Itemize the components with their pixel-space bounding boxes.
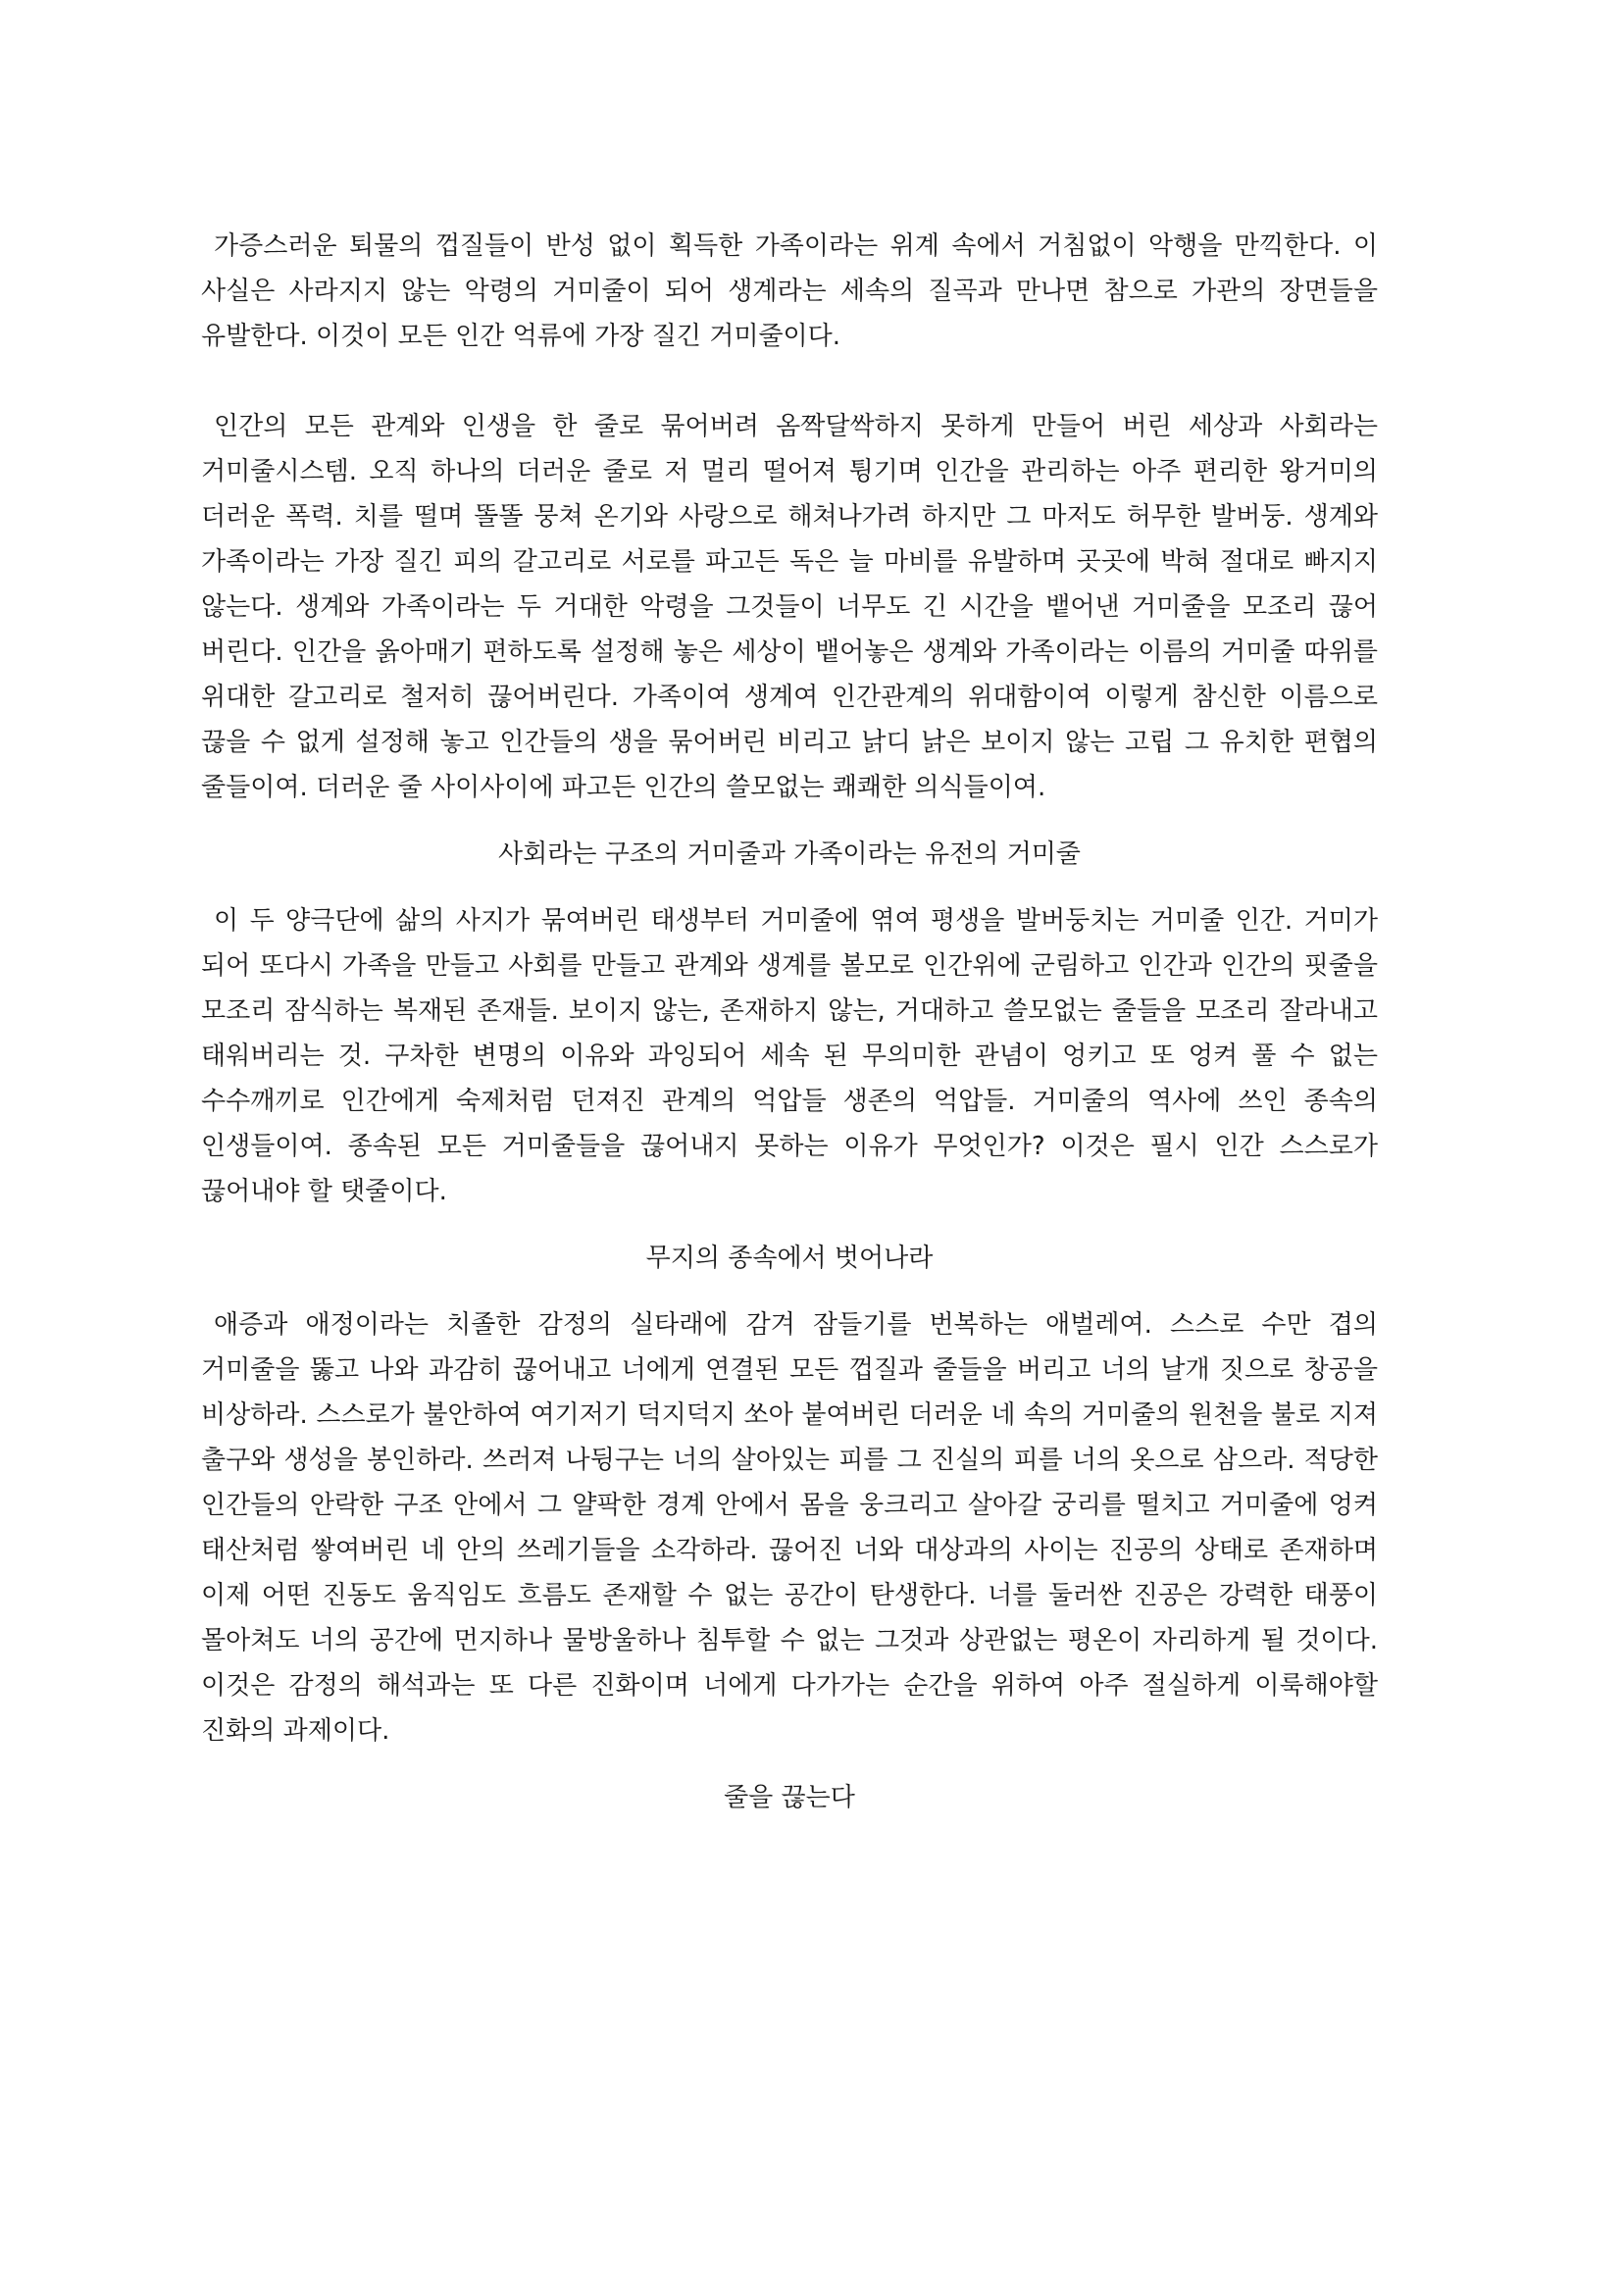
paragraph-spacer — [201, 810, 1378, 832]
paragraph-spacer — [201, 877, 1378, 898]
section-heading-3: 줄을 끊는다 — [724, 1783, 855, 1812]
paragraph-3: 이 두 양극단에 삶의 사지가 묶여버린 태생부터 거미줄에 엮여 평생을 발버둥치는 거미줄 인간. 거미가 되어 또다시 가족을 만들고 사회를 만들고 관계와 생계를 볼모로 인간위에 군림하고 인간과 인간의 핏줄을 모조리 잠식하는 복재된 존재들. 보이지 않는, 존재하지 않는, 거대하고 쓸모없는 줄들을 모조리 잘라내고 태워버리는 것. 구차한 변명의 이유와 과잉되어 세속 된 무의미한 관념이 엉키고 또 엉켜 풀 수 없는 수수깨끼로 인간에게 숙제처럼 던져진 관계의 억압들 생존의 억압들. 거미줄의 역사에 쓰인 종속의 인생들이여. 종속된 모든 거미줄들을 끊어내지 못하는 이유가 무엇인가? 이것은 필시 인간 스스로가 끊어내야 할 탯줄이다. — [201, 906, 1378, 1206]
paragraph-2: 인간의 모든 관계와 인생을 한 줄로 묶어버려 옴짝달싹하지 못하게 만들어 버린 세상과 사회라는 거미줄시스템. 오직 하나의 더러운 줄로 저 멀리 떨어져 튕기며 인간을 관리하는 아주 편리한 왕거미의 더러운 폭력. 치를 떨며 똘똘 뭉쳐 온기와 사랑으로 해쳐나가려 하지만 그 마저도 허무한 발버둥. 생계와 가족이라는 가장 질긴 피의 갈고리로 서로를 파고든 독은 늘 마비를 유발하며 곳곳에 박혀 절대로 빠지지 않는다. 생계와 가족이라는 두 거대한 악령을 그것들이 너무도 긴 시간을 뱉어낸 거미줄을 모조리 끊어 버린다. 인간을 옭아매기 편하도록 설정해 놓은 세상이 뱉어놓은 생계와 가족이라는 이름의 거미줄 따위를 위대한 갈고리로 철저히 끊어버린다. 가족이여 생계여 인간관계의 위대함이여 이렇게 참신한 이름으로 끊을 수 없게 설정해 놓고 인간들의 생을 묶어버린 비리고 낡디 낡은 보이지 않는 고립 그 유치한 편협의 줄들이여. 더러운 줄 사이사이에 파고든 인간의 쓸모없는 쾌쾌한 의식들이여. — [201, 412, 1378, 802]
section-heading-2: 무지의 종속에서 벗어나라 — [645, 1244, 934, 1273]
paragraph-spacer — [201, 1214, 1378, 1236]
paragraph-spacer — [201, 1754, 1378, 1775]
paragraph-spacer — [201, 1281, 1378, 1302]
paragraph-spacer — [201, 359, 1378, 404]
document-body — [201, 224, 1378, 1820]
section-heading-1: 사회라는 구조의 거미줄과 가족이라는 유전의 거미줄 — [498, 839, 1081, 869]
paragraph-1: 가증스러운 퇴물의 껍질들이 반성 없이 획득한 가족이라는 위계 속에서 거침없이 악행을 만끽한다. 이 사실은 사라지지 않는 악령의 거미줄이 되어 생계라는 세속의 질곡과 만나면 참으로 가관의 장면들을 유발한다. 이것이 모든 인간 억류에 가장 질긴 거미줄이다. — [201, 231, 1378, 351]
paragraph-4: 애증과 애정이라는 치졸한 감정의 실타래에 감겨 잠들기를 번복하는 애벌레여. 스스로 수만 겹의 거미줄을 뚫고 나와 과감히 끊어내고 너에게 연결된 모든 껍질과 줄들을 버리고 너의 날개 짓으로 창공을 비상하라. 스스로가 불안하여 여기저기 덕지덕지 쏘아 붙여버린 더러운 네 속의 거미줄의 원천을 불로 지져 출구와 생성을 봉인하라. 쓰러져 나뒹구는 너의 살아있는 피를 그 진실의 피를 너의 옷으로 삼으라. 적당한 인간들의 안락한 구조 안에서 그 얄팍한 경계 안에서 몸을 웅크리고 살아갈 궁리를 떨치고 거미줄에 엉켜 태산처럼 쌓여버린 네 안의 쓰레기들을 소각하라. 끊어진 너와 대상과의 사이는 진공의 상태로 존재하며 이제 어떤 진동도 움직임도 흐름도 존재할 수 없는 공간이 탄생한다. 너를 둘러싼 진공은 강력한 태풍이 몰아쳐도 너의 공간에 먼지하나 물방울하나 침투할 수 없는 그것과 상관없는 평온이 자리하게 될 것이다. 이것은 감정의 해석과는 또 다른 진화이며 너에게 다가가는 순간을 위하여 아주 절실하게 이룩해야할 진화의 과제이다. — [201, 1310, 1378, 1746]
